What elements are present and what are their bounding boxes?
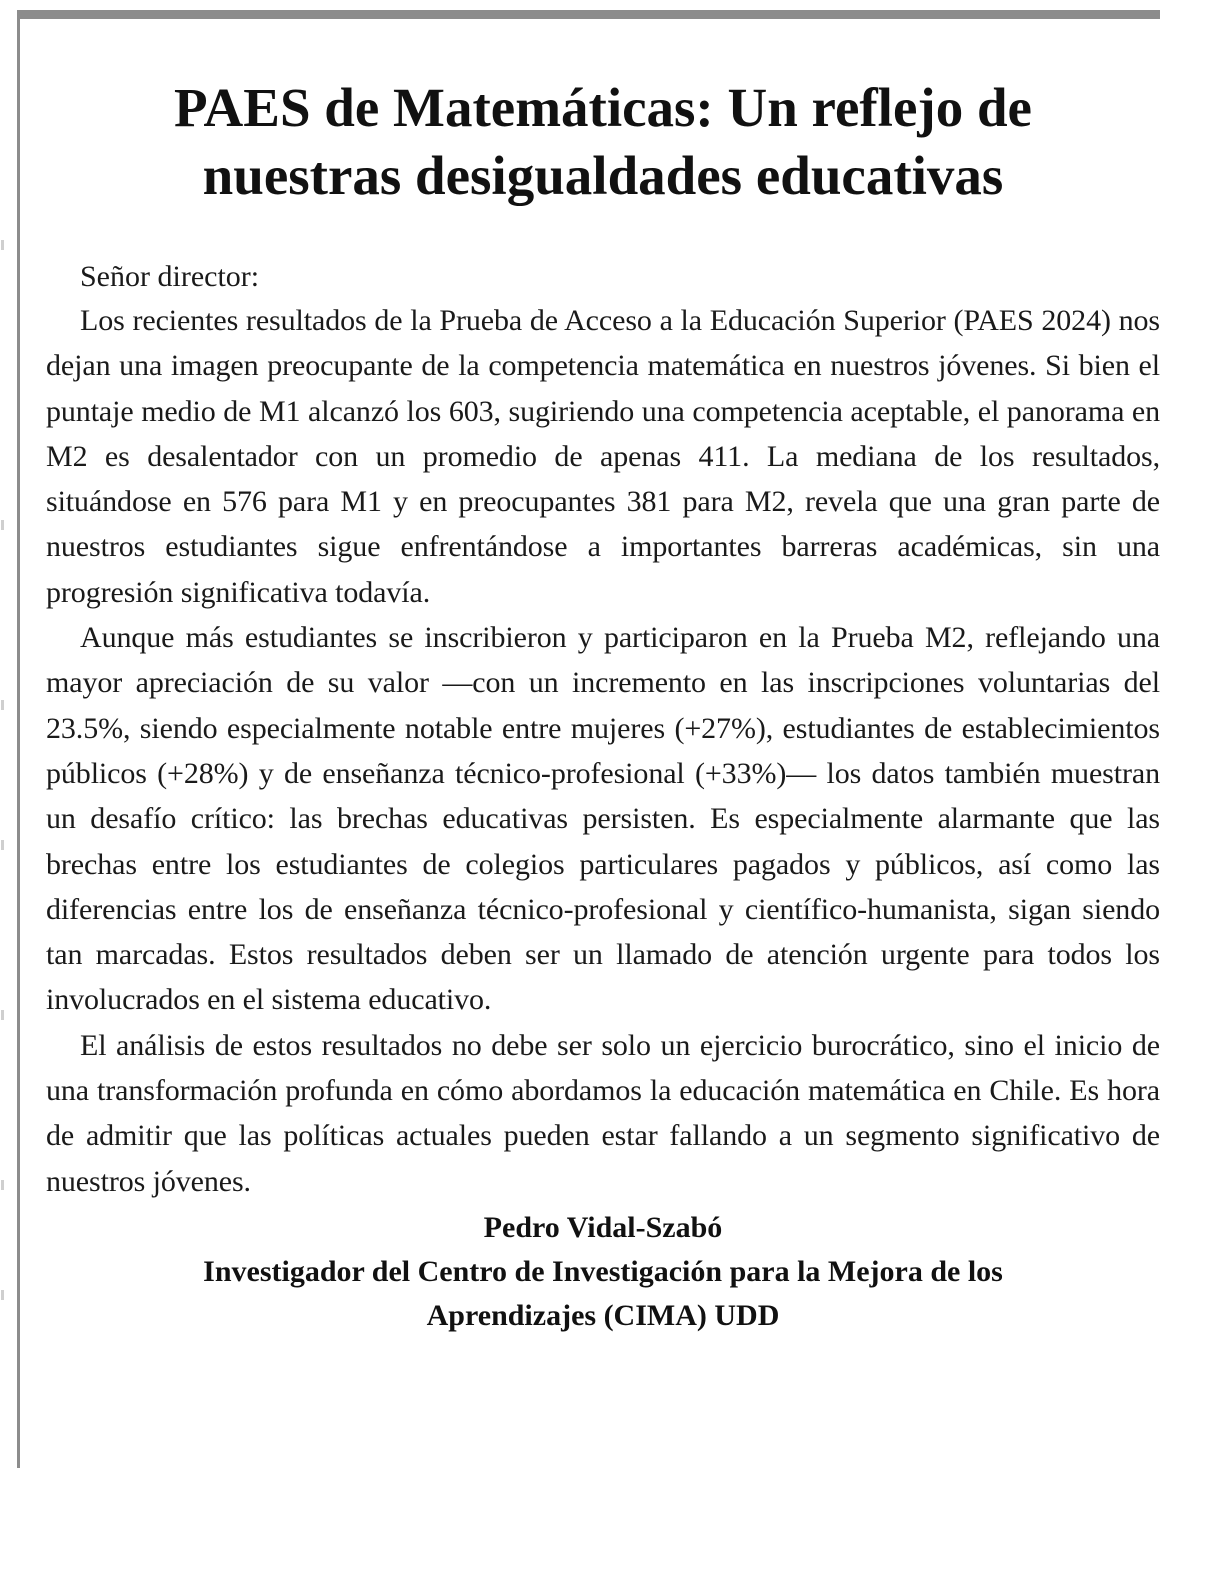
left-border-rule [17, 10, 20, 1468]
headline [46, 74, 1160, 210]
scan-edge-marks [0, 0, 8, 1582]
letter-article [46, 74, 1160, 1338]
author-affiliation [46, 1250, 1160, 1338]
affiliation-line-2: Aprendizajes (CIMA) UDD [426, 1298, 780, 1332]
author-name: Pedro Vidal-Szabó [483, 1210, 723, 1244]
top-border-rule [20, 10, 1160, 19]
headline-line-1: PAES de Matemáticas: Un reflejo de [174, 77, 1032, 138]
affiliation-line-1: Investigador del Centro de Investigación para la Mejora de los [203, 1254, 1003, 1288]
paragraph-2: Aunque más estudiantes se inscribieron y participaron en la Prueba M2, reflejando una mayor apreciación de su valor —con un incremento en las inscripciones voluntarias del 23.5%, siendo especialmente notable entre mujeres (+27%), estudiantes de establecimientos públicos (+28%) y de enseñanza técnico-profesional (+33%)— los datos también muestran un desafío crítico: las brechas educativas persisten. Es especialmente alarmante que las brechas entre los estudiantes de colegios particulares pagados y públicos, así como las diferencias entre los de enseñanza técnico-profesional y científico-humanista, sigan siendo tan marcadas. Estos resultados deben ser un llamado de atención urgente para todos los involucrados en el sistema educativo. [46, 621, 1160, 1017]
headline-line-2: nuestras desigualdades educativas [202, 145, 1004, 206]
paragraph-1: Los recientes resultados de la Prueba de Acceso a la Educación Superior (PAES 2024) nos dejan una imagen preocupante de la competencia matemática en nuestros jóvenes. Si bien el puntaje medio de M1 alcanzó los 603, sugiriendo una competencia aceptable, el panorama en M2 es desalentador con un promedio de apenas 411. La mediana de los resultados, situándose en 576 para M1 y en preocupantes 381 para M2, revela que una gran parte de nuestros estudiantes sigue enfrentándose a importantes barreras académicas, sin una progresión significativa todavía. [46, 304, 1160, 609]
paragraph-3: El análisis de estos resultados no debe ser solo un ejercicio burocrático, sino el inicio de una transformación profunda en cómo abordamos la educación matemática en Chile. Es hora de admitir que las políticas actuales pueden estar fallando a un segmento significativo de nuestros jóvenes. [46, 1028, 1160, 1198]
salutation: Señor director: [80, 260, 260, 293]
